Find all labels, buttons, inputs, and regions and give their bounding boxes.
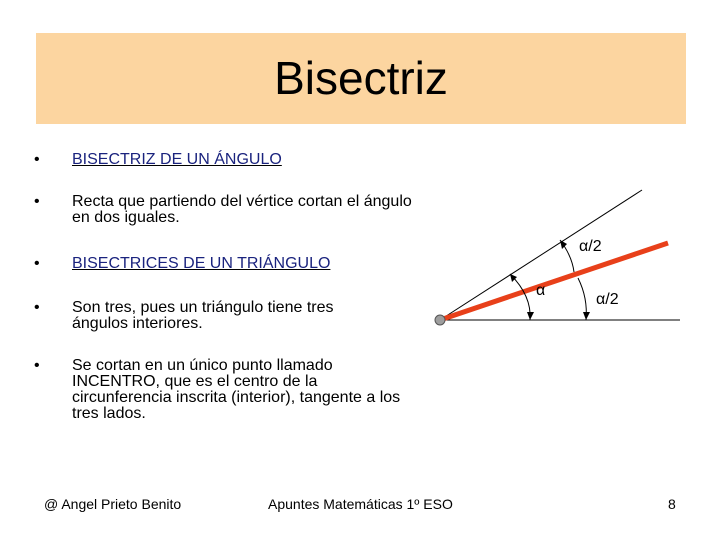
upper-half-arrowhead <box>560 240 567 249</box>
bullet-marker: • <box>34 357 40 374</box>
slide-title: Bisectriz <box>274 52 448 104</box>
lower-half-arrowhead <box>583 312 590 320</box>
three-bisectors-text: Son tres, pues un triángulo tiene tres ángulos interiores. <box>72 299 334 332</box>
upper-half-label: α/2 <box>579 238 602 255</box>
bullet-marker: • <box>34 193 40 210</box>
heading-bisectrices-triangulo: BISECTRICES DE UN TRIÁNGULO <box>72 255 331 272</box>
bullet-marker: • <box>34 299 40 316</box>
alpha-arc-arrowhead <box>527 312 534 320</box>
footer-course: Apuntes Matemáticas 1º ESO <box>268 496 453 512</box>
definition-text: Recta que partiendo del vértice cortan el ángulo en dos iguales. <box>72 193 412 226</box>
footer-author: @ Angel Prieto Benito <box>44 496 182 512</box>
vertex-point <box>435 315 445 325</box>
alpha-label: α <box>536 282 546 299</box>
lower-half-label: α/2 <box>596 291 619 308</box>
bullet-marker: • <box>34 151 40 168</box>
bisector-line <box>440 243 668 320</box>
heading-bisectriz-angulo: BISECTRIZ DE UN ÁNGULO <box>72 151 282 168</box>
incentro-text: Se cortan en un único punto llamado INCENTRO, que es el centro de la circunferencia inscrita (interior), tangente a los tres lados. <box>72 357 401 422</box>
bullet-marker: • <box>34 255 40 272</box>
page-number: 8 <box>668 496 676 512</box>
